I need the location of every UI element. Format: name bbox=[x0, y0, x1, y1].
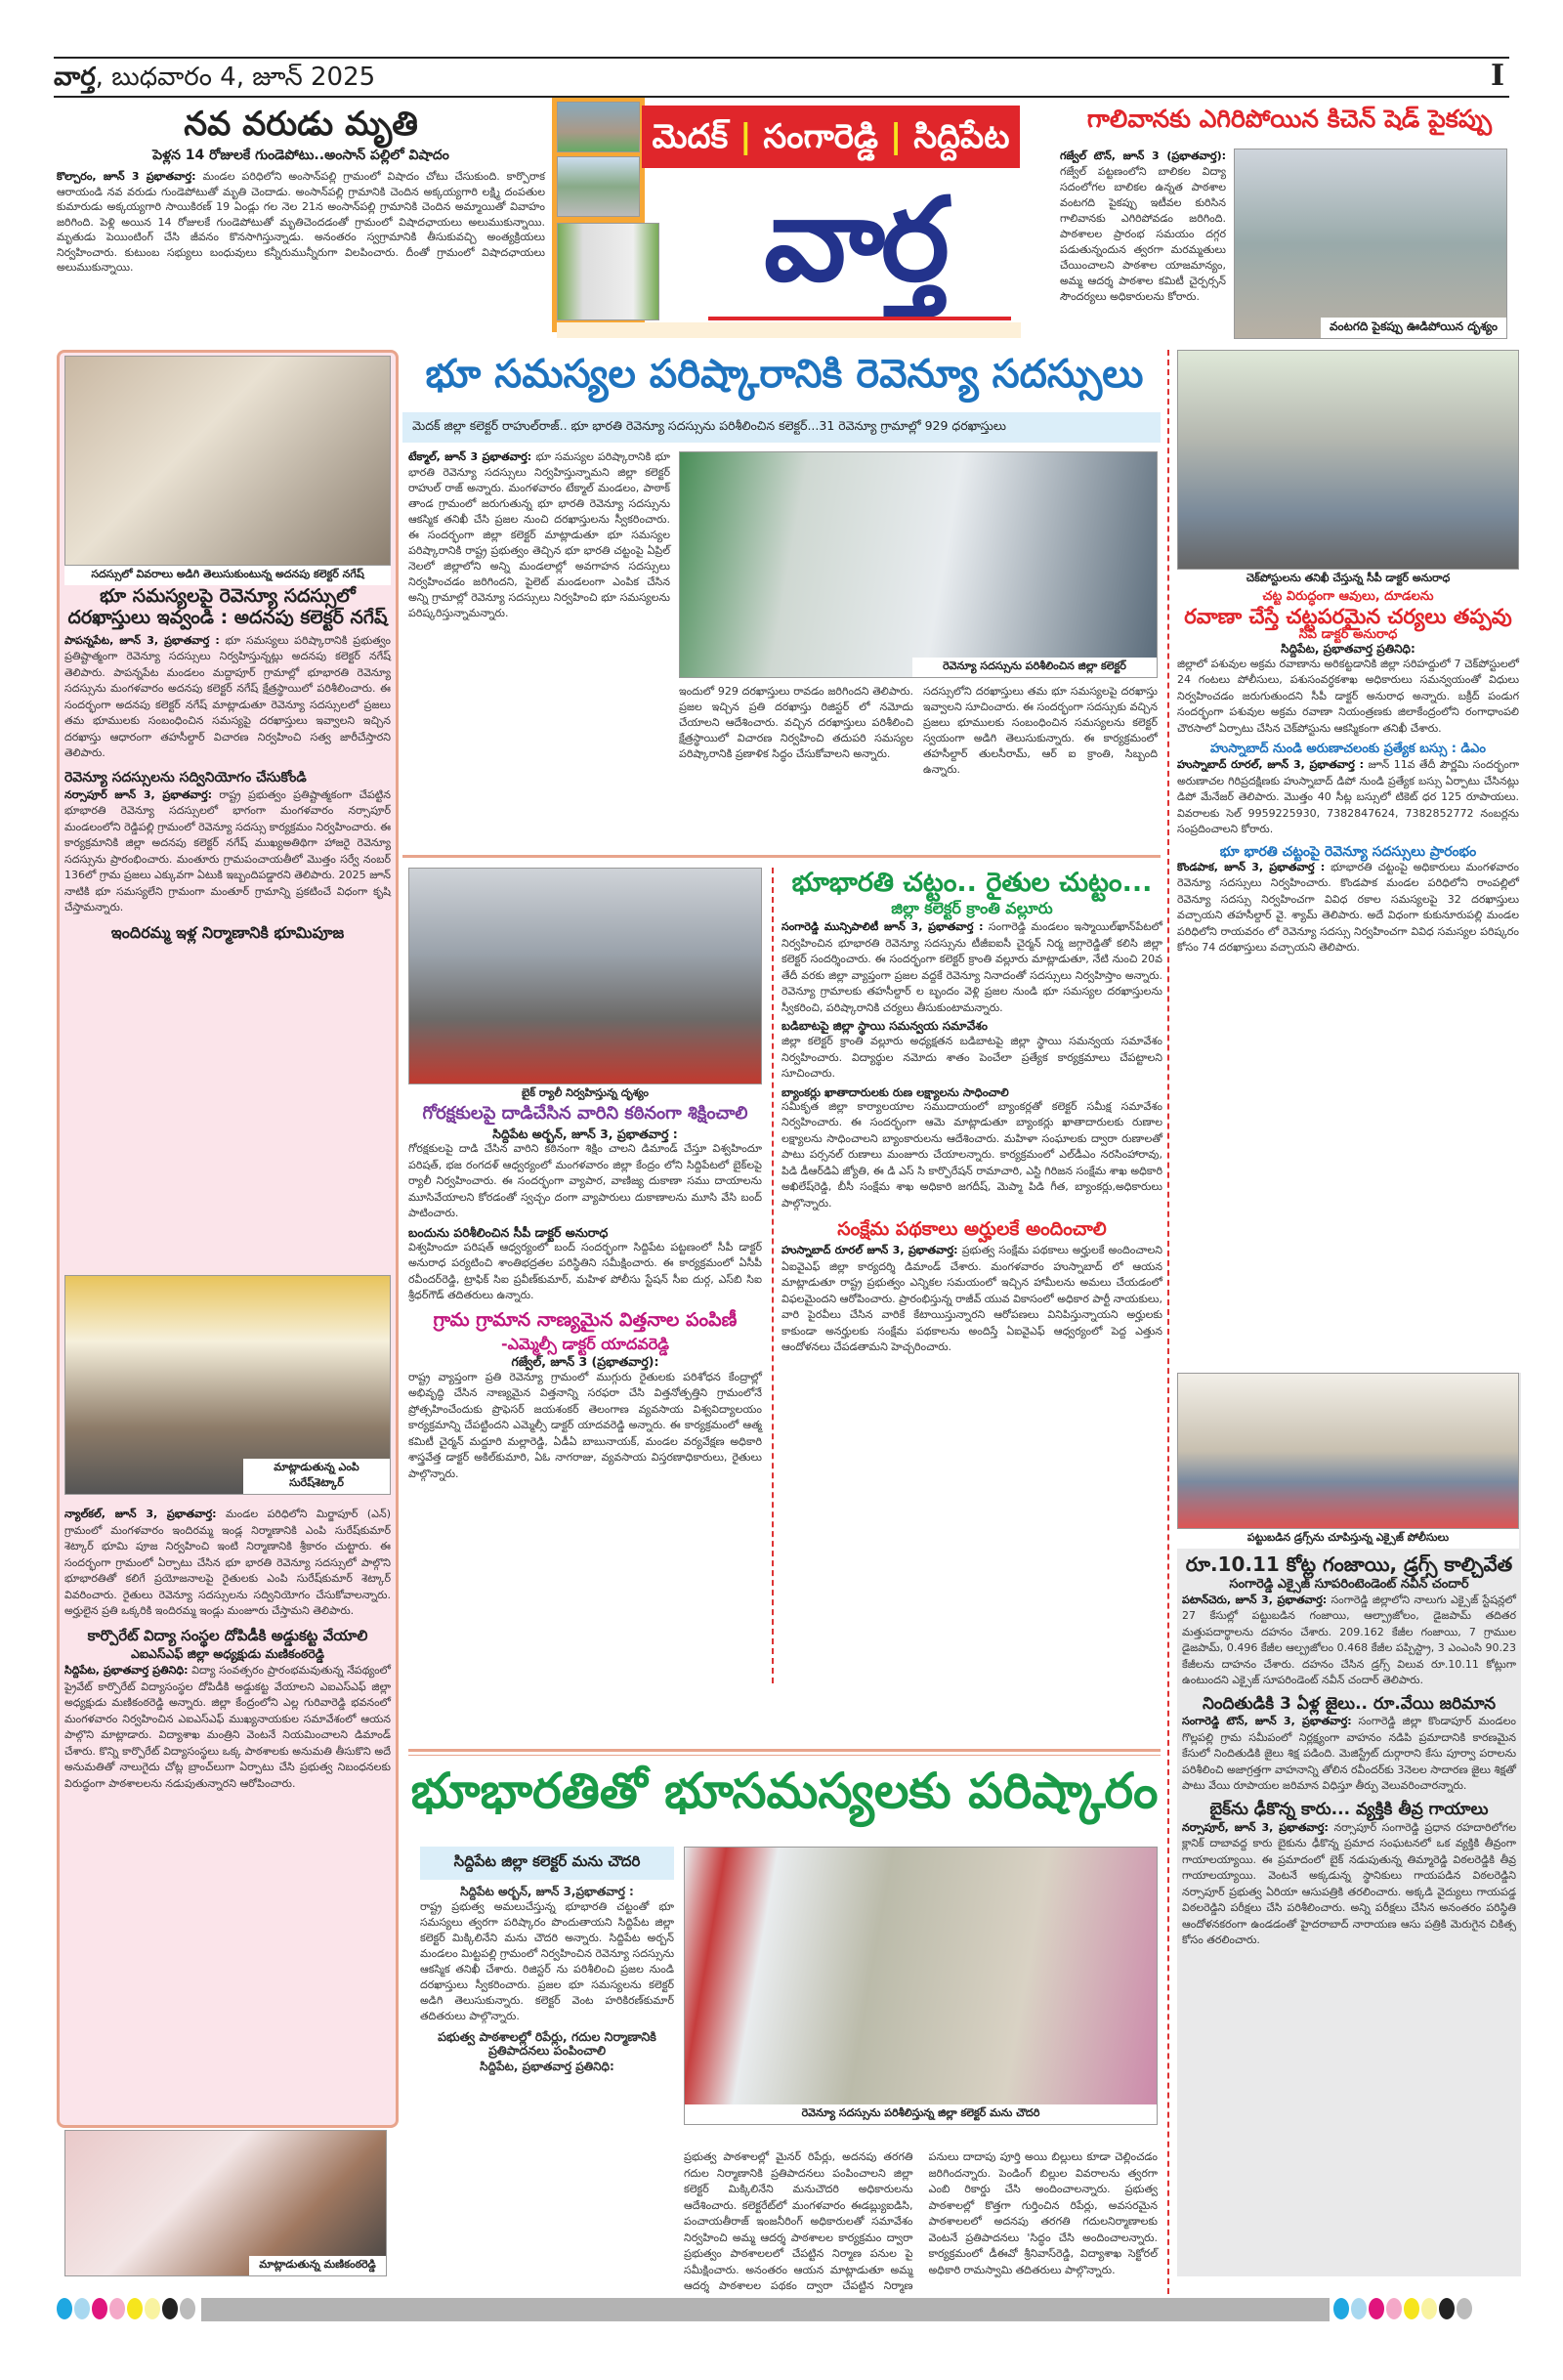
revenue-body-col1 bbox=[408, 449, 670, 621]
article-body-bankers: సమీకృత జిల్లా కార్యాలయాల సముదాయంలో బ్యాంకర్లతో కలెక్టర్ సమీక్ష సమావేశం నిర్వహించారు. ఈ సందర్భంగా ఆమె మాట్లాడుతూ బ్యాంకర్లు ఖాతాదారులకు రుణాల లక్ష్యాలను సాధించాలని బ్యాంకారులను ఆదేశించారు. మహిళా సంఘాలకు ద్వారా రుణాలతో పాటు పర్సనల్ రుణాలు మంజూరు చేయాలన్నారు. కార్యక్రమంలో ఎల్‌డీఎం నరసింహారావు, పిడి డీఆర్‌డిఏ జ్యోతి, ఈ డి ఎస్ సి కార్పొరేషన్ రామాచారి, ఎస్టి గిరిజన సంక్షేమ శాఖ అధికారి అఖిలేష్‌రెడ్డి, బీసీ సంక్షేమ శాఖ అధికారి జగదీష్, మెప్మా పిడి గీత, బ్యాంకర్లు,అధికారులు పాల్గొన్నారు. bbox=[782, 1099, 1162, 1210]
banner-base bbox=[557, 322, 1021, 338]
dateline: సిద్దిపేట, ప్రభాతవార్త ప్రతినిధి: bbox=[64, 1664, 189, 1678]
body-text: భూ సమస్యలు పరిష్కారానికి ప్రభుత్వం ప్రతిష్టాత్మంగా రెవెన్యూ సదస్సులు నిర్వహిస్తున్నట్లు అదనపు కలెక్టర్ నగేష్ తెలిపారు. పాపన్నపేట మండలం మద్దాపూర్ గ్రామాల్లో భూభారతి రెవెన్యూ సదస్సును మంగళవారం అదనపు కలెక్టర్ నగేష్ క్షేత్రస్థాయిలో పరిశీలించారు. ఈ సందర్భంగా అదనపు కలెక్టర్ నగేష్ మాట్లాడుతూ రెవెన్యూ సదస్సులలో ప్రజలు తమ భూములకు సంబంధించిన సమస్యపై దరఖాస్తులు ఇవ్వాలని ఇచ్చిన దరఖాస్తు ఆధారంగా తహసీల్దార్ విచారణ నిర్వహించి సత్వ జారీచేస్తారని తెలిపారు. bbox=[64, 633, 392, 760]
article-body-badibata: జిల్లా కలెక్టర్ క్రాంతి వల్లూరు అధ్యక్షతన బడిబాటపై జిల్లా స్థాయి సమన్వయ సమావేశం నిర్వహించారు. విద్యార్థుల నమోదు శాతం పెంచేలా ప్రత్యేక కార్యక్రమాలు చేపట్టాలని సూచించారు. bbox=[782, 1035, 1162, 1081]
district-medak: మెదక్ bbox=[652, 117, 729, 156]
masthead-dateline bbox=[54, 63, 375, 98]
dateline: సిద్దిపేట, ప్రభాతవార్త ప్రతినిధి: bbox=[1281, 642, 1415, 657]
dateline-schools: సిద్దిపేట, ప్రభాతవార్త ప్రతినిధి: bbox=[480, 2059, 614, 2073]
district-sangareddy: సంగారెడ్డి bbox=[763, 117, 879, 156]
headline-welfare: సంక్షేమ పథకాలు అర్హులకే అందించాలి bbox=[837, 1218, 1107, 1241]
photo-caption: రెవెన్యూ సదస్సును పరిశీలించిన జిల్లా కలెక్టర్ bbox=[912, 658, 1157, 677]
headline: గోరక్షకులపై దాడిచేసిన వారిని కఠినంగా శిక్షించాలి bbox=[422, 1103, 748, 1124]
right-column-divider bbox=[1167, 350, 1169, 2294]
article-body-jail bbox=[1182, 1714, 1516, 1795]
dateline: కొండపాక, జూన్ 3, ప్రభాతవార్త : bbox=[1177, 860, 1326, 873]
light-yellow-dot bbox=[145, 2298, 160, 2319]
registration-dots-left bbox=[57, 2298, 197, 2321]
yellow-dot bbox=[127, 2298, 143, 2319]
dateline: సిద్దిపేట అర్బన్, జూన్ 3, ప్రభాతవార్త : bbox=[492, 1126, 678, 1141]
article-cattle-transport bbox=[1177, 590, 1519, 956]
body-text: విద్యా సంవత్సరం ప్రారంభమవుతున్న నేపథ్యంలో ప్రైవేట్ కార్పొరేట్ విద్యాసంస్థల దోపిడీకి అడ్డుకట్ట వేయాలని ఎఐఎస్ఎఫ్ జిల్లా అధ్యక్షుడు మణికంఠరెడ్డి అన్నారు. జిల్లా కేంద్రంలోని ఎల్ల గురివారెడ్డి భవనంలో మంగళవారం నిర్వహించిన ఎఐఎస్ఎఫ్ ముఖ్యనాయకుల సమావేశంలో ఆయన పాల్గొని మాట్లాడారు. విద్యాశాఖ మంత్రిని వెంటనే నియమించాలని డిమాండ్ చేశారు. కొన్ని కార్పొరేట్ విద్యాసంస్థలు ఒక్క పాఠశాలకు అనుమతి తీసుకొని అదే అనుమతితో నాలుగైదు చోట్ల బ్రాంచ్‌లుగా ఏర్పాటు చేసి ప్రభుత్వ నిబంధనలకు విరుద్ధంగా పాఠశాలలను నడుపుతున్నారని ఆరోపించారు. bbox=[64, 1664, 391, 1790]
light-cyan-dot bbox=[74, 2298, 90, 2319]
article-indiramma bbox=[64, 1507, 391, 1792]
article-body bbox=[782, 919, 1162, 1016]
body-text: సంగారెడ్డి జిల్లా కొండాపూర్ మండలం గొల్లపల్లి గ్రామ సమీపంలో నిర్లక్ష్యంగా వాహనం నడిపి ప్రమాదానికి కారణమైన కేసులో నిందితుడికి జైలు శిక్ష పడింది. మెజిస్ట్రేట్ దుర్గారాని కేసు పూర్వా పరాలను పరిశీలించి అజాగ్రత్తగా వాహనాన్ని తోలిన రవీందర్‌కు 3నెలల సాదారణ జైలు శిక్షతో పాటు వేయి రూపాయల జరిమాన విధిస్తూ తీర్పు వెలువరించారన్నారు. bbox=[1182, 1715, 1516, 1793]
body-text: రాష్ట్ర ప్రభుత్వ అమలుచేస్తున్న భూభారతి చట్టంతో భూ సమస్యలు త్వరగా పరిష్కారం పొందుతాయని సిద్దిపేట జిల్లా కలెక్టర్ మిక్కిలినేని మను చౌదరి అన్నారు. సిద్దిపేట అర్బన్ మండలం మిట్టపల్లి గ్రామంలో నిర్వహించిన రెవెన్యూ సదస్సును ఆకస్మిక తనిఖీ చేశారు. రిజిస్టర్ ను పరిశీలించి ప్రజల నుండి దరఖాస్తులు స్వీకరించారు. ప్రజల భూ సమస్యలను కలెక్టర్ అడిగి తెలుసుకున్నారు. కలెక్టర్ వెంట హరికిరణ్‌కుమార్ తదితరులు పాల్గొన్నారు. bbox=[420, 1899, 674, 2022]
paper-logo: వార్త bbox=[764, 172, 946, 307]
subhead: పెళ్లన 14 రోజులకే గుండెపోటు..అంసాన్ పల్లిలో విషాదం bbox=[152, 148, 449, 164]
registration-bar bbox=[201, 2298, 1330, 2321]
registration-dots-right bbox=[1333, 2298, 1474, 2321]
logo-underline bbox=[708, 317, 1011, 320]
headline-revenue-use: రెవెన్యూ సదస్సులను సద్వినియోగం చేసుకోండి bbox=[64, 769, 307, 786]
yellow-dot bbox=[1404, 2298, 1419, 2319]
article-body bbox=[57, 169, 545, 276]
article-body: జిల్లాలో పశువుల అక్రమ రవాణాను అరికట్టడానికి జిల్లా సరిహద్దులో 7 చెక్‌పోస్టులలో 24 గంటలు పోలీసులు, పశుసంవర్ధకశాఖ అధికారులు సమన్వయంతో విధులు నిర్వహించడం జరుగుతుందని సీపీ డాక్టర్ అనురాధ అన్నారు. బక్రీద్ పండుగ సందర్భంగా పశువుల అక్రమ రవాణా నియంత్రణకు జిలాకేంద్రంలోని రంగాధాంపలి చౌరసాలో ఏర్పాటు చేసిన చెక్‌పోస్టును ఆకస్మికంగా తనిఖీ చేశారు. bbox=[1177, 657, 1519, 735]
magenta-dot bbox=[92, 2298, 107, 2319]
church-photo bbox=[557, 223, 659, 320]
collector-photo bbox=[679, 451, 1158, 678]
headline: భూ సమస్యలపై రెవెన్యూ సదస్సులో దరఖాస్తులు ఇవ్వండి : అదనపు కలెక్టర్ నగేష్ bbox=[67, 585, 388, 628]
article-body-welfare bbox=[782, 1243, 1162, 1356]
dateline: సిద్దిపేట అర్బన్, జూన్ 3,ప్రభాతవార్త : bbox=[460, 1885, 634, 1898]
article-bike-rally bbox=[408, 1104, 762, 1482]
kicker: చట్ట విరుద్ధంగా ఆవులు, దూడలను bbox=[1262, 589, 1434, 604]
subhead-badibata: బడిబాటపై జిల్లా స్థాయి సమన్వయ సమావేశం bbox=[782, 1019, 988, 1034]
headline-seeds: గ్రామ గ్రామాన నాణ్యమైన విత్తనాల పంపిణీ bbox=[433, 1308, 738, 1331]
article-body bbox=[64, 1507, 391, 1620]
body-text: మండల పరిధిలోని అంసాన్‌పల్లి గ్రామంలో విషాదం చోటు చేసుకుంది. కార్పొరాక ఆరాయండి నవ వరుడు గుండెపోటుతో మృతి చెందాడు. అంసాన్‌పల్లి గ్రామానికి చెందిన అక్కయ్యగారి లక్ష్మి దంపతుల కుమారుడు అక్కయ్యగారి సాయికిరణ్ 19 ఏండ్లు గల నెల 21న అంసాన్‌పల్లి గ్రామానికి చెందిన అమ్మాయితో వివాహం జరిగింది. పెళ్లి అయిన 14 రోజులకే గుండెపోటుతో మృతిచెందడంతో గ్రామంలో విషాదఛాయలు అలుముకున్నాయి. మృతుడు పెయింటింగ్ చేసి జీవనం కొనసాగిస్తున్నాడు. అనంతరం స్వగ్రామానికి తీసుకువచ్చి అంత్యక్రియలు నిర్వహించారు. కుటుంబ సభ్యులు బంధువులు కన్నీరుమున్నీరుగా విలపించారు. దీంతో గ్రామంలో విషాదఛాయలు అలుముకున్నాయి. bbox=[57, 170, 546, 275]
dateline: పటాన్‌చెరు, జూన్ 3, ప్రభాతవార్త: bbox=[1182, 1593, 1328, 1606]
body-text: సంగారెడ్డి జిల్లాలోని నాలుగు ఎక్సైజ్ స్టేషన్లలో 27 కేసుల్లో పట్టుబడిన గంజాయి, ఆల్ప్రాజోలం, డైజపామ్ తదితర మత్తుపదార్థాలను దహనం చేశారు. 209.162 కేజీల గంజాయి, 7 గ్రాముల డైజపామ్, 0.496 కేజీల ఆల్ప్రజోలం 0.468 కేజీల పప్పిస్ట్రా, 3 ఎంఎంసి 90.23 కేజీలను దాహనం చేశారు. దహనం చేసిన డ్రగ్స్ విలువ రూ.10.11 కోట్లుగా ఉంటుందని ఎక్సైజ్ సూపరిండెంట్ నవీన్ చందార్ తెలిపారు. bbox=[1182, 1593, 1517, 1687]
subhead-seeds: -ఎమ్మెల్సీ డాక్టర్ యాదవరెడ్డి bbox=[500, 1334, 670, 1353]
siddipet-collector-photo bbox=[684, 1847, 1158, 2125]
headline-bus: హుస్నాబాద్ నుండి అరుణాచలంకు ప్రత్యేక బస్సు : డిఎం bbox=[1209, 742, 1486, 757]
dateline: హుస్నాబాద్ రూరల్ జూన్ 3, ప్రభాతవార్త: bbox=[782, 1244, 958, 1257]
dateline-seeds: గజ్వేల్, జూన్ 3 (ప్రభాతవార్త): bbox=[511, 1354, 659, 1370]
article-body-bus bbox=[1177, 757, 1519, 838]
paper-name: వార్త bbox=[54, 63, 96, 92]
headline: భూభారతితో భూసమస్యలకు పరిష్కారం bbox=[410, 1763, 1159, 1819]
dateline: సంగారెడ్డి మున్సిపాలిటీ జూన్ 3, ప్రభాతవార్త : bbox=[782, 920, 984, 934]
body-text: భూభారతి చట్టంపై అధికారులు మంగళవారం రెవెన్యూ సదస్సులు నిర్వహించారు. కొండపాక మండల పరిధిలోని రాంపల్లిలో రెవెన్యూ సదస్సు నిర్వహించగా వివిధ రకాల సమస్యలపై 32 దరఖాస్తులు వచ్చాయని తహసీల్దార్ వై. శ్యామ్ తెలిపారు. అదే విధంగా కుకునూరుపల్లి మండల పరిధిలోని రాయవరం లో రెవెన్యూ సదస్సు నిర్వహించగా వివిధ సమస్యల పరిష్కరం కోసం 74 దరఖాస్తులు వచ్చాయని తెలిపారు. bbox=[1177, 860, 1519, 955]
dateline: గజ్వేల్ టౌన్, జూన్ 3 (ప్రభాతవార్త): bbox=[1060, 149, 1226, 162]
checkpost-photo bbox=[1177, 350, 1519, 570]
cyan-dot bbox=[57, 2298, 72, 2319]
body-text: గజ్వేల్ పట్టణంలోని బాలికల విద్యా సదంలోగల బాలికల ఉన్నత పాఠశాల వంటగది పైకప్పు ఇటీవల కురిసిన గాలివానకు ఎగిరిపోవడం జరిగింది. పాఠశాలల ప్రారంభ సమయం దగ్గర పడుతున్నందున త్వరగా మరమ్మతులు చేయించాలని పాఠశాల యాజమాన్యం, అమ్మ ఆదర్శ పాఠశాల కమిటీ చైర్పర్సన్ సౌందర్యలు అధికారులను కోరారు. bbox=[1060, 165, 1226, 303]
headline-kondapaka: భూ భారతి చట్టంపై రెవెన్యూ సదస్సులు ప్రారంభం bbox=[1219, 843, 1477, 860]
temple-photo bbox=[557, 102, 640, 152]
dateline: సంగారెడ్డి టౌన్, జూన్ 3, ప్రభాతవార్త: bbox=[1182, 1715, 1352, 1728]
siddipet-body-schools: ప్రభుత్వ పాఠశాలల్లో మైనర్ రిపేర్లు, అదనపు తరగతి గదుల నిర్మాణానికి ప్రతిపాదనలు పంపించాలని జిల్లా కలెక్టర్ మిక్కిలినేని మనుచౌదరి అధికారులను ఆదేశించారు. కలెక్టరేట్‌లో మంగళవారం ఈడబ్ల్యుఐడిసి, పంచాయతీరాజ్ ఇంజనీరింగ్ అధికారులతో సమావేశం నిర్వహించి అమ్మ ఆదర్శ పాఠశాలల కార్యక్రమం ద్వారా ప్రభుత్వం పాఠశాలలలో చేపట్టిన నిర్మాణ పనుల పై సమీక్షించారు. అనంతరం ఆయన మాట్లాడుతూ అమ్మ ఆదర్శ పాఠశాలల పథకం ద్వారా చేపట్టిన నిర్మాణ పనులు దాదాపు పూర్తి అయి బిల్లులు కూడా చెల్లించడం జరిగిందన్నారు. పెండింగ్ బిల్లుల వివరాలను త్వరగా ఎంబి రికార్డు చేసి అందించాలన్నారు. ప్రభుత్వ పాఠశాలల్లో కొత్తగా గుర్తించిన రిపేర్లు, అవసరమైన పాఠశాలలలో అదనపు తరగతి గదులనిర్మాణాలకు వెంటనే ప్రతిపాదనలు 'సిద్ధం చేసి అందించాలన్నారు. కార్యక్రమంలో డీఈవో శ్రీనివాస్‌రెడ్డి, విద్యాశాఖ సెక్టోరల్ అధికారి రామస్వామి తదితరులు పాల్గొన్నారు. bbox=[684, 2150, 1158, 2292]
article-body bbox=[1182, 1593, 1516, 1689]
indiramma-photo bbox=[64, 1275, 391, 1495]
bike-rally-caption: బైక్ ర్యాలీ నిర్వహిస్తున్న దృశ్యం bbox=[408, 1084, 762, 1104]
article-body bbox=[1060, 149, 1226, 305]
section-divider bbox=[402, 855, 1161, 858]
headline: నవ వరుడు మృతి bbox=[184, 105, 418, 144]
subhead-bankers: బ్యాంకర్లు ఖాతాదారులకు రుణ లక్ష్యాలను సాధించాలి bbox=[782, 1084, 1009, 1099]
photo-caption: వంటగది పైకప్పు ఊడిపోయిన దృశ్యం bbox=[1321, 318, 1506, 338]
light-cyan-dot bbox=[1351, 2298, 1367, 2319]
nagesh-photo-caption: సదస్సులో వివరాలు అడిగి తెలుసుకుంటున్న అదనపు కలెక్టర్ నగేష్ bbox=[64, 566, 391, 585]
dateline: కొల్చారం, జూన్ 3 ప్రభాతవార్త: bbox=[57, 170, 196, 184]
subhead: సిపి డాక్టర్ అనురాధ bbox=[1298, 627, 1398, 643]
article-body-bandh: విశ్వహిందూ పరిషత్ ఆధ్వర్యంలో బంద్ సందర్భంగా సిద్దిపేట పట్టణంలో సీపీ డాక్టర్ అనురాధ పర్యటించి శాంతిభద్రతల పరిస్థితిని సమీక్షించారు. ఈ కార్యక్రమంలో ఏసీపీ రవీందర్‌రెడ్డి, ట్రాఫిక్ సిఐ ప్రవీణ్‌కుమార్, మహిళ పోలీసు స్టేషన్ సీఐ దుర్గ, ఎస్‌బి సిఐ శ్రీధర్‌గౌడ్ తదితరులు ఉన్నారు. bbox=[408, 1240, 762, 1302]
grey-dot bbox=[180, 2298, 195, 2319]
nagesh-photo bbox=[64, 356, 391, 566]
article-bhubharati-farmers bbox=[782, 868, 1162, 1356]
light-magenta-dot bbox=[1386, 2298, 1402, 2319]
body-text: జూన్ 11వ తేదీ పౌర్ణమి సందర్భంగా అరుణాచల గిరిప్రదక్షిణకు హుస్నాబాద్ డిపో నుండి ప్రత్యేక బస్సు ఏర్పాటు చేసినట్లు డిపో మేనేజర్ తెలిపారు. మొత్తం 40 సీట్ల బస్సులో టికెట్ ధర 125 రూపాయలు. వివరాలకు సెల్ 9959225930, 7382847624, 7382852772 నంబర్లను సంప్రదించాలని కోరారు. bbox=[1177, 758, 1520, 836]
siddipet-body-col1 bbox=[420, 1886, 674, 2073]
dateline: నర్సాపూర్ జూన్ 3, ప్రభాతవార్త: bbox=[64, 787, 212, 801]
fountain-photo bbox=[557, 156, 640, 217]
dateline: న్యాల్‌కల్, జూన్ 3, ప్రభాతవార్త: bbox=[64, 1508, 217, 1520]
article-body-revenue-use bbox=[64, 787, 391, 916]
page-number: I bbox=[1490, 59, 1504, 93]
grey-dot bbox=[1457, 2298, 1472, 2319]
section-divider-2 bbox=[408, 1749, 1161, 1752]
article-body-corporate bbox=[64, 1663, 391, 1792]
top-rule bbox=[54, 57, 1509, 59]
revenue-body-col3: సదస్సులోని దరఖాస్తులు తమ భూ సమస్యలపై దరఖాస్తు ఇవ్వాలని సూచించారు. ఈ సందర్భంగా సదస్సుకు వచ్చిన ప్రజలు భూములకు సంబంధించిన సమస్యలను కలెక్టర్ స్వయంగా అడిగి తెలుసుకున్నారు. ఈ కార్యక్రమంలో తహసీల్దార్ తులసీరామ్, ఆర్ ఐ క్రాంతి, సిబ్బంది ఉన్నారు. bbox=[923, 685, 1158, 776]
subhead-corporate: ఎఐఎస్ఎఫ్ జిల్లా అధ్యక్షుడు మణికంఠరెడ్డి bbox=[130, 1645, 325, 1661]
issue-date: , బుధవారం 4, జూన్ 2025 bbox=[95, 63, 376, 92]
article-groom-death bbox=[57, 106, 545, 276]
subhead: సంగారెడ్డి ఎక్సైజ్ సూపరింటెండెంట్ నవీన్ చందార్ bbox=[1229, 1577, 1469, 1592]
black-dot bbox=[1439, 2298, 1455, 2319]
article-body bbox=[64, 633, 391, 762]
manikanta-photo bbox=[64, 2130, 387, 2276]
headline: రూ.10.11 కోట్ల గంజాయి, డ్రగ్స్ కాల్చివేత bbox=[1185, 1552, 1513, 1576]
body-text: ప్రభుత్వ సంక్షేమ పథకాలు అర్హులకే అందించాలని ఏఐవైఎఫ్ జిల్లా కార్యదర్శి డిమాండ్ చేశారు. మంగళవారం హుస్నాబాద్ లో ఆయన మాట్లాడుతూ రాష్ట్ర ప్రభుత్వం ఎన్నికల సమయంలో ఇచ్చిన హామీలను అమలు చేయడంలో విఫలమైందని ఆరోపించారు. ప్రారంభిస్తున్న రాజీవ్ యువ వికాసంలో అధికార పార్టీ నాయకులు, వారి పైరవీలు చేసిన వారికే కేటాయిస్తున్నారని ఆరోపణలు వినిపిస్తున్నాయని అర్హులకు కాకుండా అనర్హులకు సంక్షేమ పథకాలను అందిస్తే ఏఐవైఎఫ్ ఆధ్వర్యంలో పెద్ద ఎత్తున ఆందోళనలు చేపడతామని హెచ్చరించారు. bbox=[782, 1244, 1163, 1354]
photo-caption: మాట్లాడుతున్న ఎంపి సురేష్‌శెట్కార్ bbox=[243, 1459, 390, 1494]
article-body: గోరక్షకులపై దాడి చేసిన వారిని కఠినంగా శిక్షిం చాలని డిమాండ్ చేస్తూ విశ్వహిందూ పరిషత్, భజ రంగదళ్ ఆధ్వర్యంలో మంగళవారం జిల్లా కేంద్రం లోని సిద్దిపేటలో బైక్‌లపై ర్యాలీ నిర్వహించారు. ఈ సందర్భంగా వ్యాపార, వాణిజ్య దుకాణా సము దాయాలను మూసివేయాలని కోరడంతో స్వచ్చం దంగా వ్యాపారులు దుకాణాలను మూసి వేసి బంద్ పాటించారు. bbox=[408, 1142, 762, 1220]
body-text: సంగారెడ్డి మండలం ఇస్మాయిల్‌ఖాన్‌పేటలో నిర్వహించిన భూభారతి రెవెన్యూ సదస్సును టీజీఐఐసీ చైర్మన్ నిర్మ జగ్గారెడ్డితో కలిసి జిల్లా కలెక్టర్ సందర్శించారు. ఈ సందర్భంగా కలెక్టర్ క్రాంతి వల్లూరు మాట్లాడుతూ, నేటి నుంచి 20వ తేదీ వరకు జిల్లా వ్యాప్తంగా ప్రజల వద్దకే రెవెన్యూ నినాదంతో సదస్సులు నిర్వహిస్తాం అన్నారు. రెవెన్యూ గ్రామాలకు తహసీల్దార్ ల బృందం వెళ్లి ప్రజల నుండి భూ సమస్యల దరఖాస్తులను స్వీకరించి, పరిష్కారానికి చర్యలు తీసుకుంటామన్నారు. bbox=[782, 920, 1163, 1014]
article-siddipet-bhubharati bbox=[408, 1764, 1161, 1820]
subhead-bar: సిద్దిపేట జిల్లా కలెక్టర్ మను చౌదరి bbox=[420, 1847, 674, 1880]
subhead-bar: మెదక్ జిల్లా కలెక్టర్ రాహుల్‌రాజ్.. భూ భారతి రెవెన్యూ సదస్సును పరిశీలించిన కలెక్టర్...31 రెవెన్యూ గ్రామాల్లో 929 ధరఖాస్తులు bbox=[402, 412, 1161, 443]
photo-caption: మాట్లాడుతున్న మణికంఠరెడ్డి bbox=[249, 2256, 386, 2275]
body-text: రాష్ట్ర ప్రభుత్వం ప్రతిష్టాత్మకంగా చేపట్టిన భూభారతి రెవెన్యూ సదస్సులలో భాగంగా మంగళవారం నర్సాపూర్ మండలంలోని రెడ్డిపల్లి గ్రామంలో రెవెన్యూ సదస్సు కార్యక్రమం నిర్వహించారు. ఈ కార్యక్రమానికి జిల్లా అదనపు కలెక్టర్ నగేష్ ముఖ్యఅతిథిగా హాజరై రెవెన్యూ సదస్సును ప్రారంభించారు. మంతూరు గ్రామపంచాయతీలో మొత్తం సర్వే నంబర్ 136లో గ్రామ ప్రజలు ఎక్కువగా ఏటుకి ఇబ్బందిపడ్డారని తెలిపారు. 2025 జూన్ నాటికి భూ సమస్యలేని గ్రామంగా మంతూర్ గ్రామాన్ని ప్రకటించే విధంగా కృషి చేస్తామన్నారు. bbox=[64, 787, 392, 914]
headline-indiramma: ఇందిరమ్మ ఇళ్ల నిర్మాణానికి భూమిపూజ bbox=[110, 922, 345, 942]
article-body-seeds: రాష్ట్ర వ్యాప్తంగా ప్రతి రెవెన్యూ గ్రామంలో ముగ్గురు రైతులకు పరిశోధన కేంద్రాల్లో అభివృద్ధి చేసిన నాణ్యమైన విత్తనాన్ని సరఫరా చేసి విత్తనోత్పత్తిని గ్రామంలోనే ప్రోత్సహించేందుకు ప్రొఫెసర్ జయశంకర్ తెలంగాణ వ్యవసాయ విశ్వవిద్యాలయం కార్యక్రమాన్ని చేపట్టిందని ఎమ్మెల్సీ డాక్టర్ యాదవరెడ్డి అన్నారు. ఈ కార్యక్రమంలో ఆత్మ కమిటీ చైర్మన్ మద్దూరి మల్లారెడ్డి, ఏడీఏ బాబునాయక్, మండల వర్యవేక్షణ అధికారి శాస్త్రవేత్త డాక్టర్ అకిల్‌కుమారి, ఏఓ నాగరాజు, వ్యవసాయ విస్తరణాధికారులు, రైతులు పాల్గొన్నారు. bbox=[408, 1370, 762, 1480]
black-dot bbox=[162, 2298, 178, 2319]
dateline: టేక్మాల్, జూన్ 3 ప్రభాతవార్త: bbox=[408, 450, 532, 463]
body-text: మండల పరిధిలోని మిర్జాపూర్ (ఎన్) గ్రామంలో మంగళవారం ఇందిరమ్మ ఇండ్ల నిర్మాణానికి ఎంపి సురేష్‌కుమార్ శెట్కార్ భూమి పూజ నిర్వహించి ఇంటి నిర్మాణానికి శ్రీకారం చుట్టారు. ఈ సందర్భంగా గ్రామంలో ఏర్పాటు చేసిన భూ భారతి రెవెన్యూ సదస్సులో పాల్గొని భూభారతితో కలిగే ప్రయోజనాలపై రైతులకు ఎంపి సురేష్‌కుమార్ శెట్కార్ వివరించారు. రైతులు రెవెన్యూ సదస్సులను సద్వినియోగం చేసుకోవాలన్నారు. అర్హులైన ప్రతి ఒక్కరికి ఇందిరమ్మ ఇండ్లు మంజూరు చేస్తామని తెలిపారు. bbox=[64, 1508, 392, 1617]
headline: భూ సమస్యల పరిష్కారానికి రెవెన్యూ సదస్సులు bbox=[425, 352, 1144, 397]
column-divider bbox=[772, 868, 774, 1683]
drugs-caption: పట్టుబడిన డ్రగ్స్‌ను చూపిస్తున్న ఎక్సైజ్ పోలీసులు bbox=[1177, 1529, 1519, 1549]
article-kitchen-shed bbox=[1060, 105, 1519, 333]
section-divider-2b bbox=[408, 1755, 1161, 1756]
headline: రవాణా చేస్తే చట్టపరమైన చర్యలు తప్పవు bbox=[1184, 604, 1512, 628]
subhead: జిల్లా కలెక్టర్ క్రాంతి వల్లూరు bbox=[891, 899, 1053, 918]
dateline: పాపన్నపేట, జూన్ 3, ప్రభాతవార్త : bbox=[64, 633, 220, 647]
body-text: భూ సమస్యల పరిష్కారానికి భూ భారతి రెవెన్యూ సదస్సులు నిర్వహిస్తున్నామని జిల్లా కలెక్టర్ రాహుల్ రాజ్ అన్నారు. మంగళవారం టేక్మాల్ మండలం, పాఠాక్ తాండ గ్రామంలో జరుగుతున్న భూ భారతి రెవెన్యూ సదస్సును ఆకస్మిక తనిఖీ చేసి ప్రజల నుంచి దరఖాస్తులను స్వీకరించారు. ఈ సందర్భంగా జిల్లా కలెక్టర్ మాట్లాడుతూ భూ సమస్యల పరిష్కారానికి రాష్ట్ర ప్రభుత్వం తెచ్చిన భూ భారతి చట్టంపై ఏప్రిల్ నెలలో జిల్లాలోని అన్ని మండలాల్లో అవగాహన సదస్సులు నిర్వహించడం జరిగిందని, పైలెట్ మండలంగా ఎంపిక చేసిన అన్ని గ్రామాల్లో రెవెన్యూ సదస్సులు నిర్వహించి భూ సమస్యలను పరిష్కరిస్తున్నామన్నారు. bbox=[408, 450, 671, 619]
article-drugs-burn bbox=[1182, 1553, 1516, 1949]
photo-caption: రెవెన్యూ సదస్సును పరిశీలిస్తున్న జిల్లా కలెక్టర్ మను చౌదరి bbox=[685, 2104, 1157, 2124]
edition-banner bbox=[552, 98, 1021, 342]
district-bar: మెదక్ | సంగారెడ్డి | సిద్దిపేట bbox=[642, 106, 1020, 168]
light-yellow-dot bbox=[1421, 2298, 1437, 2319]
headline-jail: నిందితుడికి 3 ఏళ్ల జైలు.. రూ.వేయి జరిమాన bbox=[1202, 1693, 1497, 1714]
magenta-dot bbox=[1369, 2298, 1384, 2319]
revenue-body-col2: ఇందులో 929 దరఖాస్తులు రావడం జరిగిందని తెలిపారు. ప్రజల ఇచ్చిన ప్రతి దరఖాస్తు రిజిస్టర్ లో నమోదు చేయాలని ఆదేశించారు. వచ్చిన దరఖాస్తులు పరిశీలించి క్షేత్రస్థాయిలో విచారణ నిర్వహించి తదుపరి సమస్యల పరిష్కారానికి ప్రణాళిక సిద్ధం చేసుకోవాలని అన్నారు. bbox=[679, 685, 913, 760]
article-body-bike-accident bbox=[1182, 1820, 1516, 1949]
drugs-photo bbox=[1177, 1373, 1519, 1529]
kitchen-shed-photo bbox=[1234, 149, 1507, 339]
subhead-schools: పభుత్వ పాఠశాలల్లో రిపేర్లు, గదుల నిర్మాణానికి ప్రతిపాదనలు పంపించాలి bbox=[438, 2028, 656, 2059]
headline-corporate: కార్పొరేట్ విద్యా సంస్థల దోపిడీకి అడ్డుకట్ట వేయాలి bbox=[87, 1626, 368, 1644]
light-magenta-dot bbox=[109, 2298, 125, 2319]
dateline: నర్సాపూర్, జూన్ 3, ప్రభాతవార్త: bbox=[1182, 1820, 1329, 1834]
subhead-bandh: బందును పరిశీలించిన సీపీ డాక్టర్ అనురాధ bbox=[408, 1224, 609, 1240]
article-nagesh bbox=[64, 586, 391, 942]
headline: భూభారతి చట్టం.. రైతుల చుట్టం... bbox=[791, 868, 1153, 898]
district-siddipet: సిద్దిపేట bbox=[913, 117, 1010, 156]
article-revenue-sadassulu bbox=[408, 352, 1161, 397]
article-body-kondapaka bbox=[1177, 860, 1519, 956]
headline-bike-accident: బైక్‌ను ఢీకొన్న కారు... వ్యక్తికి తీవ్ర గాయాలు bbox=[1209, 1799, 1489, 1819]
cyan-dot bbox=[1333, 2298, 1349, 2319]
checkpost-caption: చెక్‌పోస్టులను తనిఖీ చేస్తున్న సీపీ డాక్టర్ అనురాధ bbox=[1177, 570, 1519, 589]
headline: గాలివానకు ఎగిరిపోయిన కిచెన్ షెడ్ పైకప్పు bbox=[1086, 105, 1493, 133]
body-text: నర్సాపూర్ సంగారెడ్డి ప్రధాన రహదారిలోగల క్లానిక్ దాబావద్ద కారు బైకును ఢీకొన్న ప్రమాద సంఘటనలో ఒక వ్యక్తికి తీవ్రంగా గాయాలయ్యాయి. ఈ ప్రమాదంలో బైక్ నడుపుతున్న తిమ్మారెడ్డి విఠలరెడ్డికి తీవ్ర గాయాలయ్యాయి. వెంటనే అక్కడున్న స్థానికులు గాయపడిన విఠలరెడ్డిని నర్సాపూర్ ప్రభుత్వ ఏరియా ఆసుపత్రికి తరలించారు. అక్కడి వైద్యులు గాయపడ్డ విఠలరెడ్డిని పరీక్షలు చేసి పరిశీలించారు. అన్ని పరీక్షలు చేసిన అనంతరం పరిస్థితి ఆందోళనకరంగా ఉండడంతో హైదరాబాద్ నారాయణ ఆసు పత్రికి మెరుగైన చికిత్స కోసం తరలించారు. bbox=[1182, 1820, 1516, 1947]
bike-rally-photo bbox=[408, 868, 762, 1084]
dateline: హుస్నాబాద్ రూరల్, జూన్ 3, ప్రభాతవార్త : bbox=[1177, 758, 1365, 772]
